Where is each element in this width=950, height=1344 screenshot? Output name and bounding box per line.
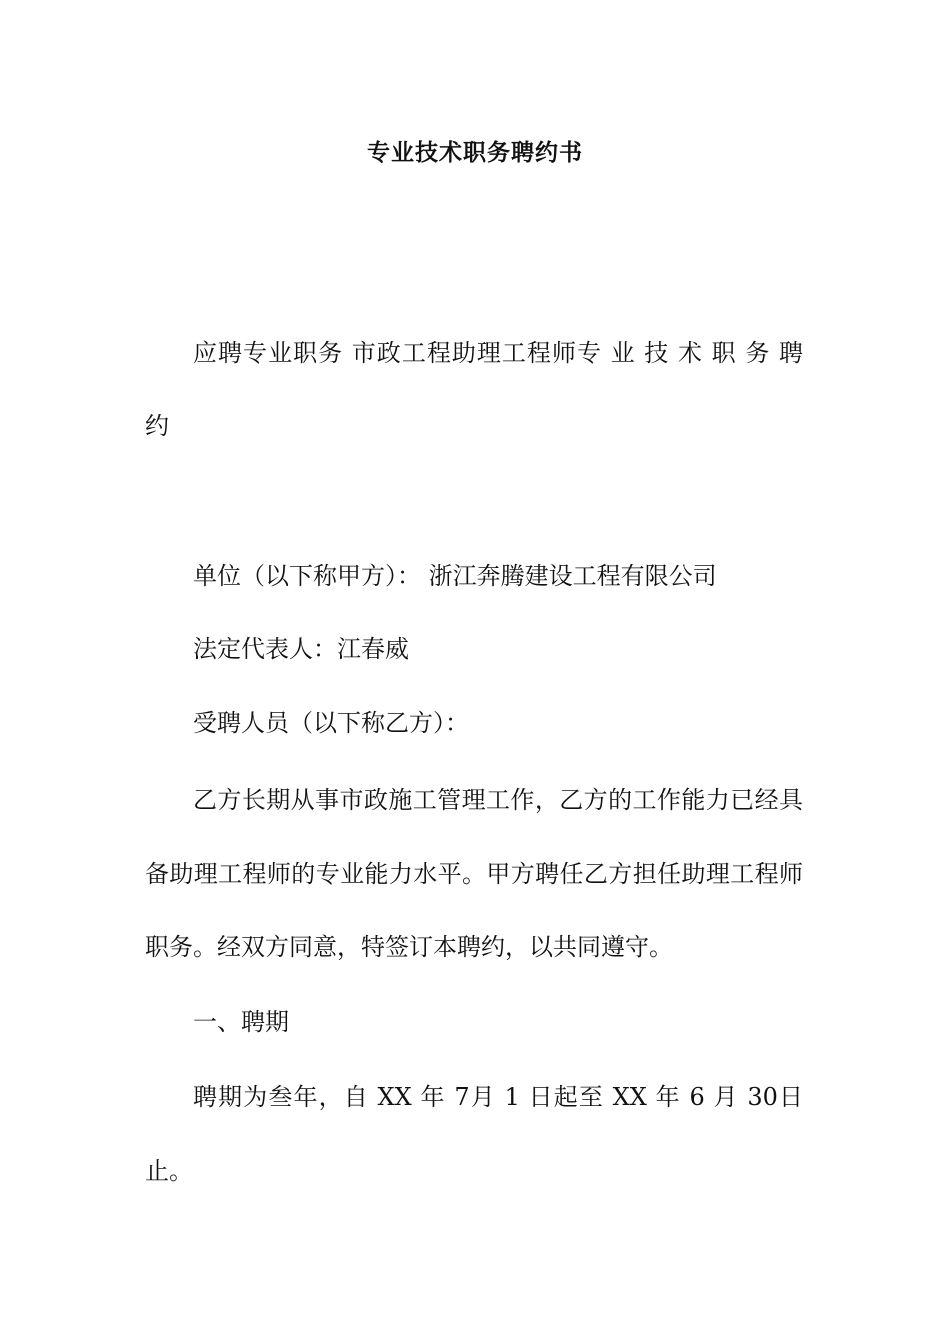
employee-line: 受聘人员（以下称乙方）： [193, 709, 469, 737]
position-line: 应聘专业职务 市政工程助理工程师专 业 技 术 职 务 聘 [193, 339, 803, 367]
body-paragraph-line-2: 备助理工程师的专业能力水平。甲方聘任乙方担任助理工程师 [145, 860, 803, 888]
body-paragraph-line-1: 乙方长期从事市政施工管理工作，乙方的工作能力已经具 [193, 786, 803, 814]
term-line-continued: 止。 [145, 1157, 193, 1185]
position-line-continued: 约 [145, 412, 169, 440]
term-line: 聘期为叁年，自 XX 年 7月 1 日起至 XX 年 6 月 30日 [193, 1083, 803, 1111]
document-title: 专业技术职务聘约书 [367, 139, 583, 166]
legal-representative-line: 法定代表人：江春威 [193, 635, 409, 663]
section-heading-term: 一、聘期 [193, 1008, 289, 1036]
body-paragraph-line-3: 职务。经双方同意，特签订本聘约，以共同遵守。 [145, 933, 673, 961]
employer-line: 单位（以下称甲方）： 浙江奔腾建设工程有限公司 [193, 562, 717, 590]
